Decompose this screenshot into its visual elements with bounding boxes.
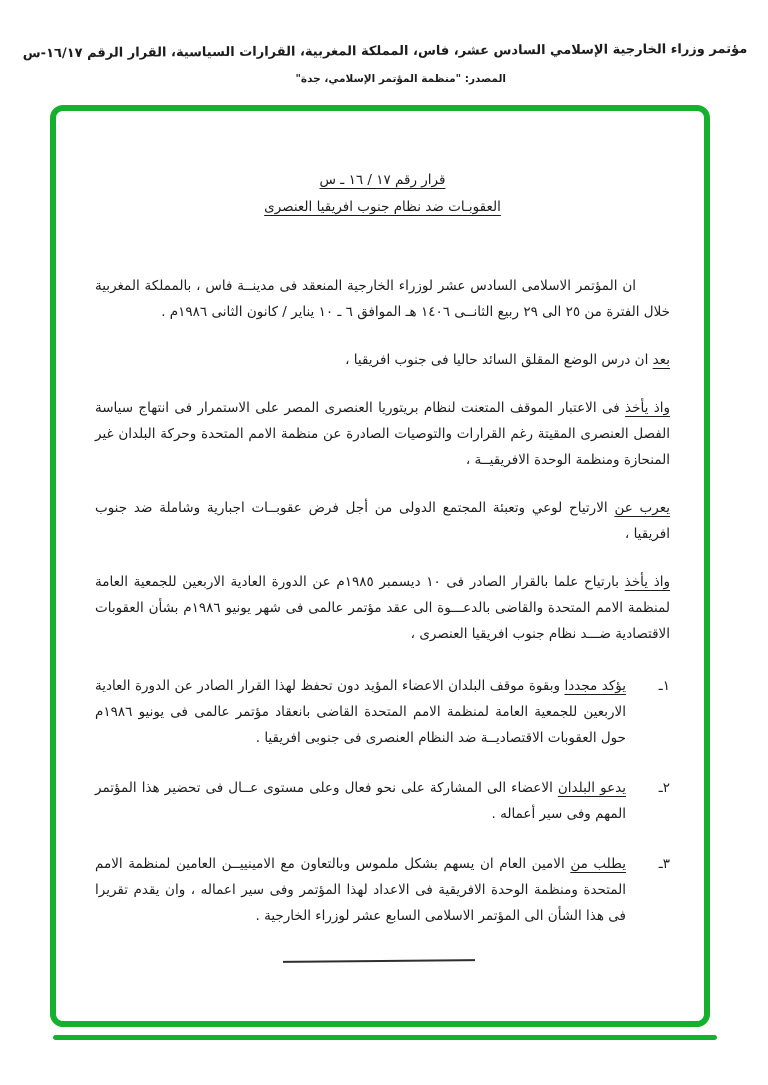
preamble-paragraph <box>95 395 670 473</box>
paragraph-text: ان المؤتمر الاسلامى السادس عشر لوزراء الخارجية المنعقد فى مدينــة فاس ، بالمملكة المغربية خلال الفترة من ٢٥ الى ٢٩ ربيع الثانــى ١٤٠٦ هـ الموافق ٦ ـ ١٠ يناير / كانون الثانى ١٩٨٦م . <box>95 278 670 320</box>
paragraph-text: الارتياح لوعي وتعبئة المجتمع الدولى من أجل فرض عقوبــات اجبارية وشاملة ضد جنوب افريقيا ، <box>95 500 670 542</box>
resolution-number: قرار رقم ١٧ / ١٦ ـ س <box>319 172 446 188</box>
document-source-subheader: المصدر: "منظمة المؤتمر الإسلامي، جدة" <box>295 73 506 85</box>
item-number: ١ـ <box>658 678 670 694</box>
green-bottom-rule <box>53 1035 717 1040</box>
item-number: ٣ـ <box>658 856 670 872</box>
item-text <box>95 851 626 929</box>
document-source-header: مؤتمر وزراء الخارجية الإسلامي السادس عشر، فاس، المملكة المغربية، القرارات السياسية، القرار الرقم ١٦/١٧-س <box>22 41 748 62</box>
item-text <box>95 673 626 751</box>
preamble-paragraph <box>95 347 670 373</box>
paragraph-lead: واذ يأخذ <box>624 574 670 590</box>
preamble-paragraph <box>95 569 670 647</box>
resolution-subject: العقوبـات ضد نظام جنوب افريقيا العنصرى <box>264 199 501 215</box>
item-number: ٢ـ <box>658 780 670 796</box>
paragraph-text: فى الاعتبار الموقف المتعنت لنظام بريتوريا العنصرى المصر على الاستمرار فى انتهاج سياسة الفصل العنصرى المقيتة رغم القرارات والتوصيات الصادرة عن منظمة الامم المتحدة وحركة البلدان غير المنحازة ومنظمة الوحدة الافريقيــة ، <box>95 400 670 468</box>
item-lead: يطلب من <box>570 856 626 872</box>
paragraph-lead: بعد <box>652 352 670 368</box>
item-lead: يؤكد مجددا <box>564 678 626 694</box>
operative-item <box>95 673 670 751</box>
paragraph-text: بارتياح علما بالقرار الصادر فى ١٠ ديسمبر ١٩٨٥م عن الدورة العادية الاربعين للجمعية العامة لمنظمة الامم المتحدة والقاضى بالدعـــوة الى عقد مؤتمر عالمى فى شهر يونيو ١٩٨٦م بشأن العقوبات الاقتصادية ضـــد نظام جنوب افريقيا العنصرى ، <box>95 574 670 642</box>
resolution-title <box>95 167 670 221</box>
green-frame <box>50 105 710 1027</box>
operative-item <box>95 851 670 929</box>
item-body: وبقوة موقف البلدان الاعضاء المؤيد دون تحفظ لهذا القرار الصادر عن الدورة العادية الاربعين للجمعية العامة لمنظمة الامم المتحدة القاضى بانعقاد مؤتمر عالمى فى يونيو ١٩٨٦م حول العقوبات الاقتصاديــة ضد النظام العنصرى فى جنوبى افريقيا . <box>95 678 626 746</box>
item-lead: يدعو البلدان <box>557 780 626 796</box>
paragraph-lead: واذ يأخذ <box>625 400 670 416</box>
paragraph-lead: يعرب عن <box>614 500 670 516</box>
resolution-body <box>95 167 670 929</box>
paragraph-text: ان درس الوضع المقلق السائد حاليا فى جنوب افريقيا ، <box>345 352 653 368</box>
item-text <box>95 775 626 827</box>
preamble-paragraph <box>95 495 670 547</box>
item-body: الاعضاء الى المشاركة على نحو فعال وعلى مستوى عــال فى تحضير هذا المؤتمر المهم وفى سير أعماله . <box>95 780 626 822</box>
operative-item <box>95 775 670 827</box>
preamble-paragraph <box>95 273 670 325</box>
item-body: الامين العام ان يسهم بشكل ملموس وبالتعاون مع الامينييــن العامين لمنظمة الامم المتحدة ومنظمة الوحدة الافريقية فى الاعداد لهذا المؤتمر وفى سير اعماله ، وان يقدم تقريرا فى هذا الشأن الى المؤتمر الاسلامى السابع عشر لوزراء الخارجية . <box>95 856 626 924</box>
operative-items <box>95 673 670 929</box>
